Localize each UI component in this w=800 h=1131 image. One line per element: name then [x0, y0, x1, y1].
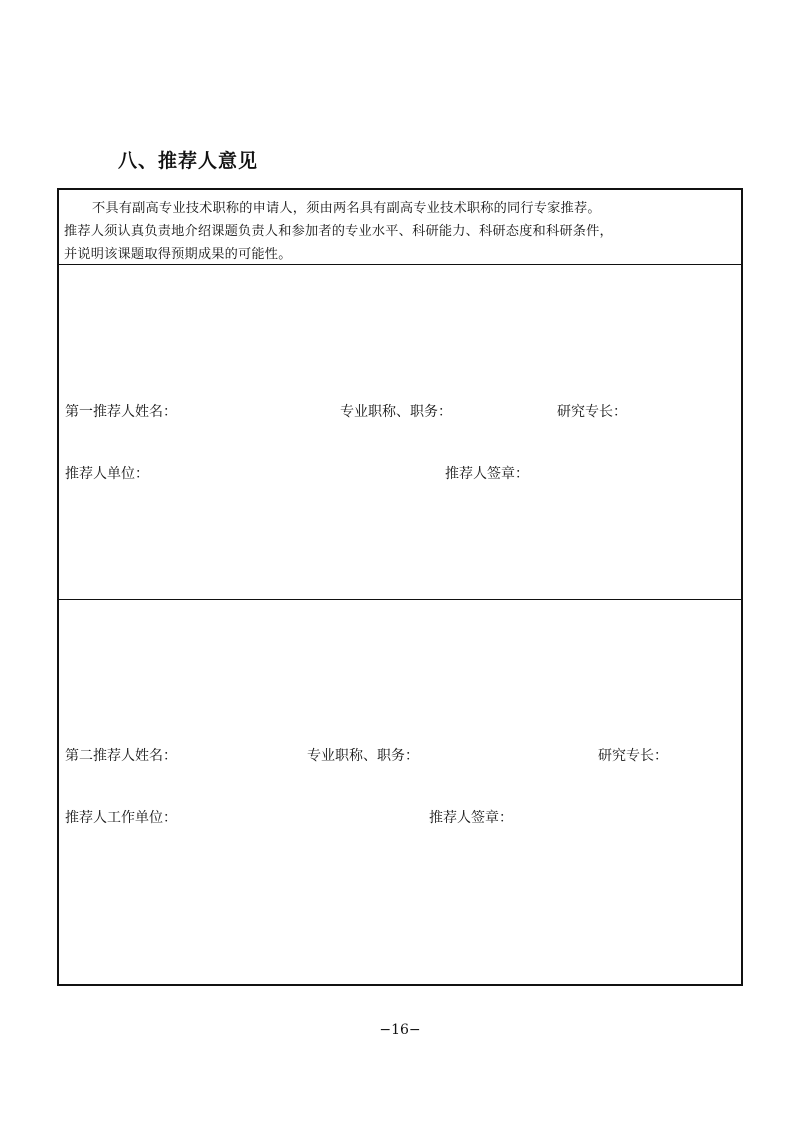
first-referee-title-label: 专业职称、职务：	[340, 404, 452, 420]
first-referee-specialty-label: 研究专长：	[557, 404, 627, 420]
page-number: −16−	[379, 1022, 421, 1038]
second-referee-unit-label: 推荐人工作单位：	[65, 810, 177, 826]
recommendation-form-table	[57, 188, 743, 986]
first-referee-name-label: 第一推荐人姓名：	[65, 404, 177, 420]
first-referee-unit-label: 推荐人单位：	[65, 466, 149, 482]
instructions-line-2: 推荐人须认真负责地介绍课题负责人和参加者的专业水平、科研能力、科研态度和科研条件，	[64, 224, 613, 239]
instructions-cell	[59, 190, 741, 265]
second-referee-signature-label: 推荐人签章：	[429, 810, 513, 826]
second-referee-cell[interactable]	[59, 600, 741, 984]
instructions-line-3: 并说明该课题取得预期成果的可能性。	[64, 247, 292, 262]
second-referee-specialty-label: 研究专长：	[598, 748, 668, 764]
section-heading: 八、推荐人意见	[118, 150, 259, 172]
second-referee-name-label: 第二推荐人姓名：	[65, 748, 177, 764]
first-referee-signature-label: 推荐人签章：	[445, 466, 529, 482]
instructions-line-1: 不具有副高专业技术职称的申请人，须由两名具有副高专业技术职称的同行专家推荐。	[92, 201, 601, 216]
second-referee-title-label: 专业职称、职务：	[307, 748, 419, 764]
first-referee-cell[interactable]	[59, 265, 741, 600]
